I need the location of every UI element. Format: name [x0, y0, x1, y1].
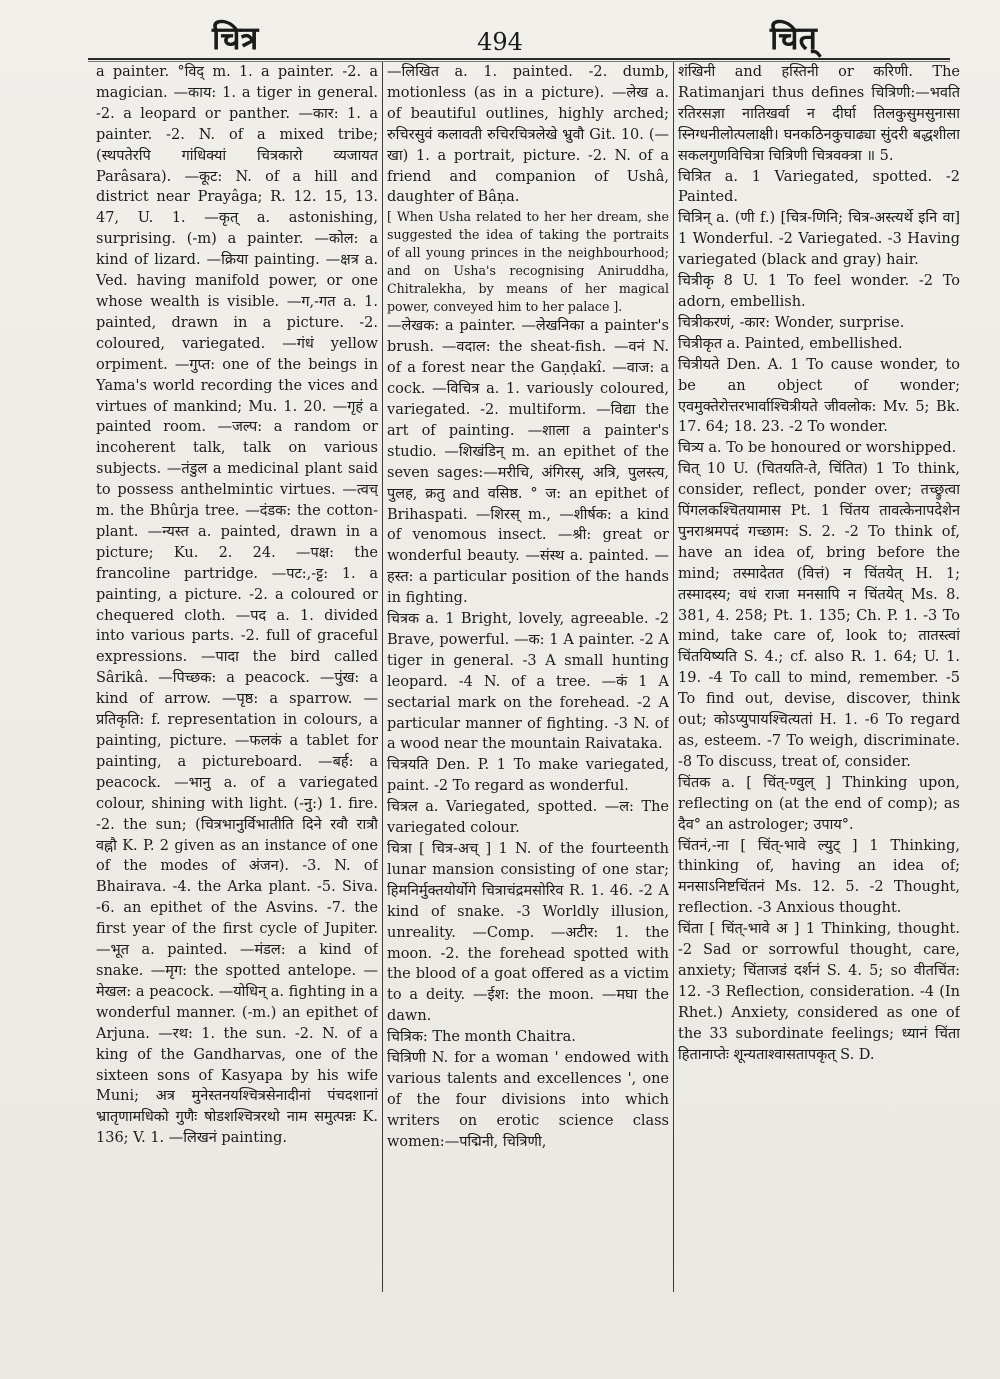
page-number: 494 [477, 28, 523, 56]
column-3 [678, 62, 960, 1297]
entry-paragraph: शंखिनी and हस्तिनी or करिणी. The Ratimanjari thus defines चित्रिणी:—भवति रतिरसज्ञा नातिखर्वा न दीर्घा तिलकुसुमसुनासा स्निग्धनीलोत्पलाक्षी। घनकठिनकुचाढ्या सुंदरी बद्धशीला सकलगुणविचित्रा चित्रिणी चित्रवक्त्रा ॥ 5. [678, 64, 960, 164]
entry-paragraph: चित्रा [ चित्र-अच् ] 1 N. of the fourteenth lunar mansion consisting of one star; हिमनिर्मुक्तयोर्योगे चित्राचंद्रमसोरिव R. 1. 46. -2 A kind of snake. -3 Worldly illusion, unreality. —Comp. —अटीर: 1. the moon. -2. the forehead spotted with the blood of a goat offered as a victim to a deity. —ईश: the moon. —मघा the dawn. [387, 841, 669, 1025]
entry-paragraph: चित्रीकृत a. Painted, embellished. [678, 335, 903, 352]
entry-paragraph: चित्रीकृ 8 U. 1 To feel wonder. -2 To adorn, embellish. [678, 273, 960, 310]
column-1 [96, 62, 378, 1297]
entry-paragraph: चित्रित a. 1 Variegated, spotted. -2 Painted. [678, 168, 960, 206]
entry-paragraph: a painter. °विद् m. 1. a painter. -2. a magician. —काय: 1. a tiger in general. -2. a leopard or panther. —कार: 1. a painter. -2. N. of a mixed tribe; (स्थपतेरपि गांधिक्यां चित्रकारो व्यजायत Parâsara). —कूट: N. of a hill and district near Prayâga; R. 12. 15, 13. 47, U. 1. —कृत् a. astonishing, surprising. (-m) a painter. —कोल: a kind of lizard. —क्रिया painting. —क्षत्र a. Ved. having manifold power, or one whose wealth is visible. —ग,-गत a. 1. painted, drawn in a picture. -2. coloured, variegated. —गंधं yellow orpiment. —गुप्त: one of the beings in Yama's world recording the vices and virtues of mankind; Mu. 1. 20. —गृहं a painted room. —जल्प: a random or incoherent talk, talk on various subjects. —तंडुल a medicinal plant said to possess anthelmintic virtues. —त्वच् m. the Bhûrja tree. —दंडक: the cotton-plant. —न्यस्त a. painted, drawn in a picture; Ku. 2. 24. —पक्ष: the francoline partridge. —पट:,-ट्ट: 1. a painting, a picture. -2. a coloured or chequered cloth. —पद a. 1. divided into various parts. -2. full of graceful expressions. —पादा the bird called Sârikâ. —पिच्छक: a peacock. —पुंख: a kind of arrow. —पृष्ठ: a sparrow. —प्रतिकृति: f. representation in colours, a painting, picture. —फलकं a tablet for painting, a pictureboard. —बर्ह: a peacock. —भानु a. of a variegated colour, shining with light. (-नु:) 1. fire. -2. the sun; (चित्रभानुर्विभातीति दिने रवौ रात्रौ वह्नौ K. P. 2 given as an instance of one of the modes of अंजन). -3. N. of Bhairava. -4. the Arka plant. -5. Siva. -6. an epithet of the Asvins. -7. the first year of the first cycle of Jupiter. —भूत a. painted. —मंडल: a kind of snake. —मृग: the spotted antelope. —मेखल: a peacock. —योधिन् a. fighting in a wonderful manner. (-m.) an epithet of Arjuna. —रथ: 1. the sun. -2. N. of a king of the Gandharvas, one of the sixteen sons of Kasyapa by his wife Muni; अत्र मुनेस्तनयश्चित्रसेनादीनां पंचदशानां भ्रातृणामधिको गुणैः षोडशश्चित्ररथो नाम समुत्पन्नः K. 136; V. 1. —लिखनं painting. [96, 64, 378, 1147]
entry-paragraph: चित्रीकरणं, -कार: Wonder, surprise. [678, 314, 905, 331]
entry-paragraph: —लेखक: a painter. —लेखनिका a painter's brush. —वदाल: the sheat-fish. —वनं N. of a forest near the Gaṇḍakî. —वाज: a cock. —विचित्र a. 1. variously coloured, variegated. -2. multiform. —विद्या the art of painting. —शाला a painter's studio. —शिखंडिन् m. an epithet of the seven sages:—मरीचि, अंगिरस्, अत्रि, पुलस्त्य, पुलह, क्रतु and वसिष्ठ. ° ज: an epithet of Brihaspati. —शिरस् m., —शीर्षक: a kind of venomous insect. —श्री: great or wonderful beauty. —संस्थ a. painted. —हस्त: a particular position of the hands in fighting. [387, 318, 669, 607]
column-divider [673, 62, 674, 1292]
entry-paragraph: चित्रक a. 1 Bright, lovely, agreeable. -2 Brave, powerful. —क: 1 A painter. -2 A tiger in general. -3 A small hunting leopard. -4 N. of a tree. —कं 1 A sectarial mark on the forehead. -2 A particular manner of fighting. -3 N. of a wood near the mountain Raivataka. [387, 611, 669, 753]
header-rule [88, 58, 950, 60]
entry-paragraph: चित्रिन् a. (णी f.) [चित्र-णिनि; चित्र-अस्त्यर्थे इनि वा] 1 Wonderful. -2 Variegated. -3 Having variegated (black and gray) hair. [678, 210, 960, 269]
header-left-word: चित्र [212, 19, 259, 57]
entry-paragraph: चित्रिक: The month Chaitra. [387, 1029, 576, 1046]
column-divider [382, 62, 383, 1292]
entry-paragraph: चिंतक a. [ चिंत्-ण्वुल् ] Thinking upon, reflecting on (at the end of comp); as दैव° an astrologer; उपाय°. [678, 774, 960, 833]
header-right-word: चित् [770, 19, 817, 57]
entry-paragraph: चित्र्य a. To be honoured or worshipped. [678, 440, 957, 457]
entry-paragraph: चित् 10 U. (चितयति-ते, चिंतित) 1 To think, consider, reflect, ponder over; तच्छ्रुत्वा पिंगलकश्चितयामास Pt. 1 चिंतय तावत्केनापदेशेन पुनराश्रमपदं गच्छाम: S. 2. -2 To think of, have an idea of, bring before the mind; तस्मादेतत (वित्तं) न चिंतयेत् H. 1; तस्मादस्य; वधं राजा मनसापि न चिंतयेत् Ms. 8. 381, 4. 258; Pt. 1. 135; Ch. P. 1. -3 To mind, take care of, look to; तातस्त्वां चिंतयिष्यति S. 4.; cf. also R. 1. 64; U. 1. 19. -4 To call to mind, remember. -5 To find out, devise, discover, think out; कोऽप्युपायश्चित्यतां H. 1. -6 To regard as, esteem. -7 To weigh, discriminate. -8 To discuss, treat of, consider. [678, 461, 960, 770]
entry-note: [ When Usha related to her her dream, she suggested the idea of taking the portraits of all young princes in the neighbourhood; and on Usha's recognising Aniruddha, Chitralekha, by means of her magical power, conveyed him to her palace ]. [387, 209, 669, 315]
entry-paragraph: चित्रिणी N. for a woman ' endowed with various talents and excellences ', one of the four divisions into which writers on erotic science class women:—पद्मिनी, चित्रिणी, [387, 1050, 669, 1150]
entry-paragraph: चिंता [ चिंत्-भावे अ ] 1 Thinking, thought. -2 Sad or sorrowful thought, care, anxiety; चिंताजडं दर्शनं S. 4. 5; so वीतचिंत: 12. -3 Reflection, consideration. -4 (In Rhet.) Anxiety, considered as one of the 33 subordinate feelings; ध्यानं चिंता हितानाप्तेः शून्यताश्वासतापकृत् S. D. [678, 921, 960, 1063]
column-2 [387, 62, 669, 1297]
entry-paragraph: चित्रल a. Variegated, spotted. —ल: The variegated colour. [387, 799, 669, 837]
entry-paragraph: —लिखित a. 1. painted. -2. dumb, motionless (as in a picture). —लेख a. of beautiful outlines, highly arched; रुचिरसुवं कलावती रुचिरचित्रलेखे भ्रुवौ Git. 10. (—खा) 1. a portrait, picture. -2. N. of a friend and companion of Ushâ, daughter of Bâṇa. [387, 64, 669, 206]
entry-paragraph: चित्रयति Den. P. 1 To make variegated, paint. -2 To regard as wonderful. [387, 757, 669, 795]
entry-paragraph: चिंतनं,-ना [ चिंत्-भावे ल्युट् ] 1 Thinking, thinking of, having an idea of; मनसाऽनिष्टचिंतनं Ms. 12. 5. -2 Thought, reflection. -3 Anxious thought. [678, 837, 960, 917]
entry-paragraph: चित्रीयते Den. A. 1 To cause wonder, to be an object of wonder; एवमुक्तेरोत्तरभार्वाश्चित्रीयते जीवलोक: Mv. 5; Bk. 17. 64; 18. 23. -2 To wonder. [678, 356, 960, 436]
